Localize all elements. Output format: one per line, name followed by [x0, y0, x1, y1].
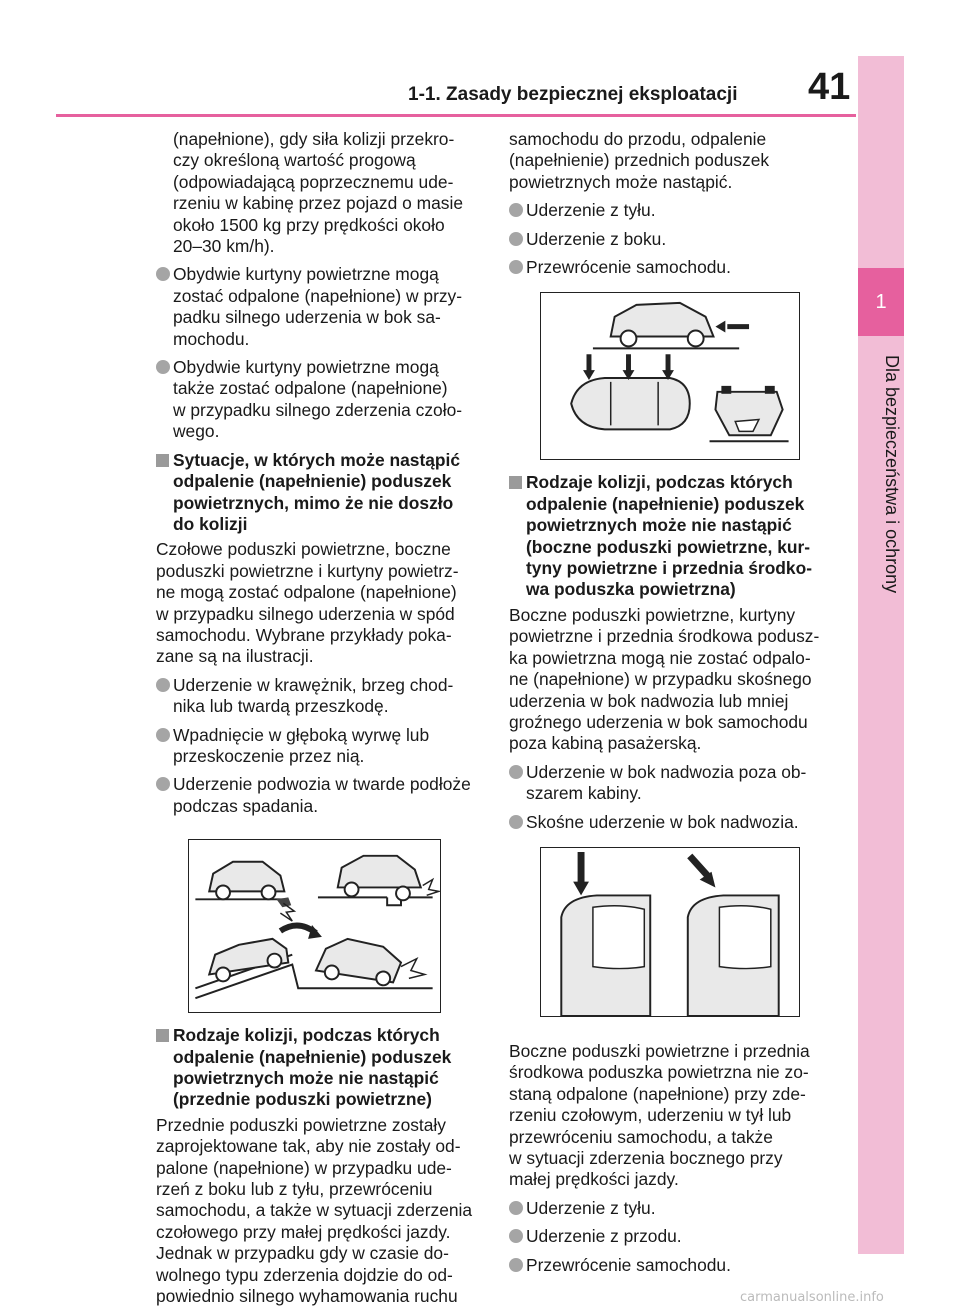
section-heading [509, 472, 839, 600]
text-line: mochodu. [173, 328, 250, 349]
text-line: środkowa poduszka powietrzna nie zo- [509, 1062, 809, 1083]
intro-paragraph [156, 129, 484, 257]
bullet-item [156, 675, 484, 718]
text-line: Obydwie kurtyny powietrzne mogą [173, 264, 439, 285]
body-paragraph [156, 1115, 484, 1308]
round-bullet-icon [156, 360, 170, 374]
text-line: w przypadku silnego uderzenia w spód [156, 603, 455, 624]
text-line: w sytuacji zderzenia bocznego przy [509, 1147, 783, 1168]
text-line: powietrznych może nastąpić. [509, 171, 733, 192]
text-line: (napełnienie) przednich poduszek [509, 150, 770, 171]
text-line: rzeniu w kabinę przez pojazd o masie [173, 193, 463, 214]
body-paragraph [156, 539, 484, 667]
text-line: Wpadnięcie w głęboką wyrwę lub [173, 724, 430, 745]
text-line: Uderzenie z tyłu. [526, 200, 656, 221]
bullet-item [156, 725, 484, 768]
round-bullet-icon [509, 1201, 523, 1215]
text-line: odpalenie (napełnienie) poduszek [173, 471, 452, 492]
round-bullet-icon [509, 765, 523, 779]
text-line: do kolizji [173, 513, 248, 534]
text-line: wa poduszka powietrzna) [526, 579, 736, 600]
body-paragraph [509, 1041, 839, 1191]
round-bullet-icon [156, 678, 170, 692]
square-bullet-icon [509, 476, 522, 489]
text-line: powiednio silnego wyhamowania ruchu [156, 1286, 458, 1307]
text-line: powietrznych, mimo że nie doszło [173, 492, 454, 513]
text-line: (boczne poduszki powietrzne, kur- [526, 536, 811, 557]
text-line: (przednie poduszki powietrzne) [173, 1089, 432, 1110]
illustration-undercarriage-impacts [188, 839, 441, 1013]
text-line: Uderzenie z tyłu. [526, 1197, 656, 1218]
text-line: powietrznych może nie nastąpić [173, 1068, 439, 1088]
text-line: samochodu, a także w sytuacji zderzenia [156, 1200, 473, 1221]
text-line: uderzenia w bok nadwozia lub mniej [509, 690, 789, 711]
text-line: 20–30 km/h). [173, 236, 275, 257]
bullet-item [156, 264, 484, 350]
round-bullet-icon [509, 260, 523, 274]
side-impact-illustration [541, 848, 799, 1016]
square-bullet-icon [156, 1029, 169, 1042]
bullet-item [509, 812, 839, 833]
round-bullet-icon [509, 815, 523, 829]
bullet-item [509, 1226, 839, 1247]
bullet-item [509, 257, 839, 278]
text-line: podczas spadania. [173, 795, 319, 816]
text-line: Boczne poduszki powietrzne i przednia [509, 1040, 810, 1061]
text-line: Przednie poduszki powietrzne zostały [156, 1114, 446, 1135]
square-bullet-icon [156, 454, 169, 467]
bullet-item [156, 357, 484, 443]
round-bullet-icon [156, 267, 170, 281]
chapter-side-strip [858, 56, 904, 1254]
text-line: także zostać odpalone (napełnione) [173, 378, 448, 399]
text-line: wolnego typu zderzenia dojdzie do od- [156, 1264, 453, 1285]
text-line: Jednak w przypadku gdy w czasie do- [156, 1243, 449, 1264]
bullet-item [156, 774, 484, 817]
left-column [156, 129, 484, 1313]
text-line: poduszki powietrzne i kurtyny powietrz- [156, 560, 459, 581]
text-line: Uderzenie podwozia w twarde podłoże [173, 774, 471, 795]
section-heading [156, 450, 484, 536]
text-line: ne (napełnione) w przypadku skośnego [509, 669, 812, 690]
text-line: powietrzne i przednia środkowa podusz- [509, 626, 820, 647]
text-line: Obydwie kurtyny powietrzne mogą [173, 357, 439, 378]
illustration-rear-side-rollover [540, 292, 800, 460]
round-bullet-icon [509, 1258, 523, 1272]
section-title: 1-1. Zasady bezpiecznej eksploatacji [408, 84, 738, 105]
body-paragraph [509, 605, 839, 755]
text-line: zane są na ilustracji. [156, 646, 314, 667]
text-line: nika lub twardą przeszkodę. [173, 696, 389, 717]
text-line: Uderzenie w bok nadwozia poza ob- [526, 761, 807, 782]
text-line: samochodu. Wybrane przykłady poka- [156, 624, 452, 645]
round-bullet-icon [509, 203, 523, 217]
text-line: ne mogą zostać odpalone (napełnione) [156, 582, 457, 603]
round-bullet-icon [509, 232, 523, 246]
bullet-list [156, 264, 484, 442]
text-line: Czołowe poduszki powietrzne, boczne [156, 539, 451, 560]
text-line: Przewrócenie samochodu. [526, 257, 731, 278]
text-line: odpalenie (napełnienie) poduszek [173, 1046, 452, 1067]
rear-side-rollover-illustration [541, 293, 799, 459]
text-line: (odpowiadającą poprzecznemu ude- [173, 171, 454, 192]
chapter-label: Dla bezpieczeństwa i ochrony [882, 355, 902, 594]
bullet-item [509, 1255, 839, 1276]
text-line: zostać odpalone (napełnione) w przy- [173, 285, 463, 306]
text-line: w przypadku silnego zderzenia czoło- [173, 399, 463, 420]
text-line: (napełnione), gdy siła kolizji przekro- [173, 129, 455, 149]
text-line: Uderzenie w krawężnik, brzeg chod- [173, 674, 454, 695]
bullet-list [509, 1198, 839, 1276]
bullet-item [509, 762, 839, 805]
text-line: Skośne uderzenie w bok nadwozia. [526, 811, 799, 832]
round-bullet-icon [156, 777, 170, 791]
bullet-item [509, 1198, 839, 1219]
illustration-side-impacts [540, 847, 800, 1017]
page-number: 41 [808, 66, 851, 108]
text-line: Uderzenie z przodu. [526, 1226, 682, 1247]
bullet-list [509, 200, 839, 278]
round-bullet-icon [509, 1229, 523, 1243]
text-line: poza kabiną pasażerską. [509, 733, 702, 754]
text-line: groźnego uderzenia w bok samochodu [509, 711, 808, 732]
text-line: przeskoczenie przez nią. [173, 745, 365, 766]
text-line: samochodu do przodu, odpalenie [509, 129, 767, 149]
text-line: odpalenie (napełnienie) poduszek [526, 493, 805, 514]
bullet-item [509, 200, 839, 221]
watermark: carmanualsonline.info [740, 1290, 884, 1305]
text-line: Rodzaje kolizji, podczas których [173, 1025, 440, 1046]
text-line: Uderzenie z boku. [526, 228, 667, 249]
section-heading [156, 1025, 484, 1111]
right-column [509, 129, 839, 1283]
text-line: szarem kabiny. [526, 783, 642, 804]
text-line: Przewrócenie samochodu. [526, 1254, 731, 1275]
bullet-list [156, 675, 484, 817]
chapter-number-tab[interactable]: 1 [858, 268, 904, 336]
text-line: padku silnego uderzenia w bok sa- [173, 307, 441, 328]
text-line: wego. [173, 421, 220, 442]
text-line: Sytuacje, w których może nastąpić [173, 449, 461, 470]
text-line: małej prędkości jazdy. [509, 1169, 679, 1190]
round-bullet-icon [156, 728, 170, 742]
text-line: tyny powietrzne i przednia środko- [526, 558, 813, 579]
bullet-list [509, 762, 839, 833]
intro-paragraph [509, 129, 839, 193]
header-rule [56, 114, 856, 117]
text-line: rzeń z boku lub z tyłu, przewróceniu [156, 1179, 433, 1200]
text-line: zaprojektowane tak, aby nie zostały od- [156, 1136, 461, 1157]
bullet-item [509, 229, 839, 250]
text-line: przewróceniu samochodu, a także [509, 1126, 773, 1147]
text-line: Boczne poduszki powietrzne, kurtyny [509, 604, 796, 625]
undercarriage-impact-illustration [189, 840, 440, 1012]
text-line: czołowego przy małej prędkości jazdy. [156, 1221, 451, 1242]
text-line: palone (napełnione) w przypadku ude- [156, 1157, 452, 1178]
text-line: Rodzaje kolizji, podczas których [526, 472, 793, 493]
text-line: staną odpalone (napełnione) przy zde- [509, 1083, 806, 1104]
text-line: czy określoną wartość progową [173, 150, 416, 171]
text-line: około 1500 kg przy prędkości około [173, 214, 445, 235]
text-line: powietrznych może nie nastąpić [526, 515, 792, 536]
text-line: rzeniu czołowym, uderzeniu w tył lub [509, 1105, 792, 1126]
text-line: ka powietrzna mogą nie zostać odpalo- [509, 647, 811, 668]
